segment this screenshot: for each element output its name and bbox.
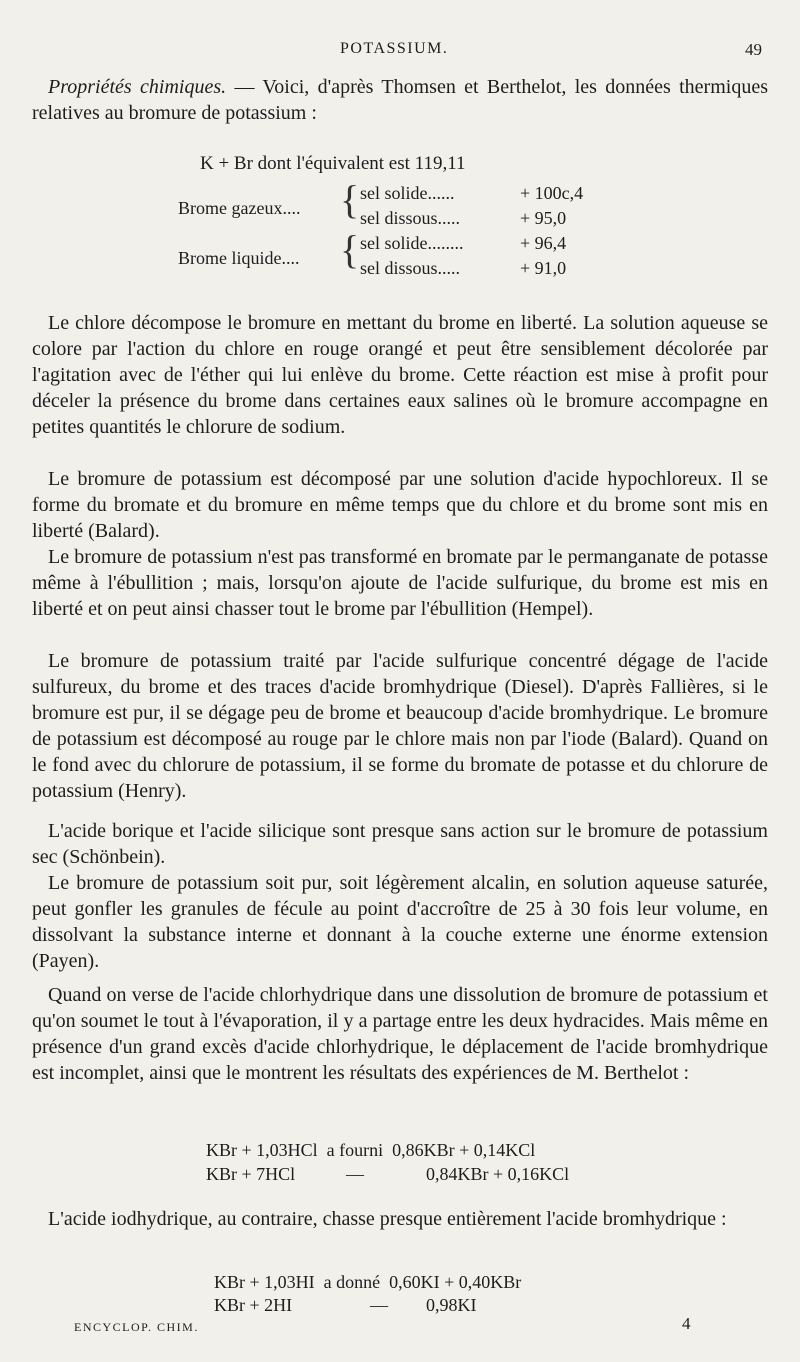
thermo-value: + 100c,4 xyxy=(520,183,584,203)
thermo-condition: sel dissous..... xyxy=(360,258,461,278)
thermo-group-label: Brome liquide.... xyxy=(178,248,300,268)
body-paragraph: L'acide iodhydrique, au contraire, chasse presque entièrement l'acide bromhydrique : xyxy=(48,1208,727,1230)
thermo-value: + 95,0 xyxy=(520,208,567,228)
equation-verb: a donné xyxy=(323,1272,381,1292)
equation-row xyxy=(214,1270,521,1294)
equation-verb: a fourni xyxy=(326,1140,384,1160)
thermo-condition: sel solide...... xyxy=(360,183,455,203)
page-header xyxy=(0,40,800,70)
equation-verb: — xyxy=(346,1164,364,1184)
brace-icon: { xyxy=(340,227,360,272)
thermo-value: + 96,4 xyxy=(520,233,567,253)
equation-left: KBr + 7HCl xyxy=(206,1164,296,1184)
equation-left: KBr + 1,03HI xyxy=(214,1272,315,1292)
thermo-row xyxy=(0,231,800,255)
equation-right: 0,98KI xyxy=(426,1295,477,1315)
body-paragraph: Le chlore décompose le bromure en mettant du brome en liberté. La solution aqueuse se colore par l'action du chlore en rouge orangé et peut être sensiblement décolorée par l'agitation avec de l'éther qui lui enlève du brome. Cette réaction est mise à profit pour déceler la présence du brome dans certaines eaux salines où le bromure accompagne en petites quantités le chlorure de sodium. xyxy=(32,312,768,438)
thermo-title: K + Br dont l'équivalent est 119,11 xyxy=(200,153,466,174)
running-title: POTASSIUM. xyxy=(340,40,449,57)
brace-icon: { xyxy=(340,177,360,222)
intro-text: — Voici, d'après Thomsen et Berthelot, les données thermiques relatives au bromure de potassium : xyxy=(32,76,768,124)
equation-row xyxy=(214,1293,614,1317)
thermo-value: + 91,0 xyxy=(520,258,567,278)
intro-paragraph xyxy=(32,74,768,126)
thermo-group-label: Brome gazeux.... xyxy=(178,198,301,218)
thermo-row xyxy=(0,181,800,205)
equation-right: 0,84KBr + 0,16KCl xyxy=(426,1164,570,1184)
body-paragraph: Le bromure de potassium n'est pas transformé en bromate par le permanganate de potasse même à l'ébullition ; mais, lorsqu'on ajoute de l'acide sulfurique, du brome est mis en liberté et on peut ainsi chasser tout le brome par l'ébullition (Hempel). xyxy=(32,546,768,620)
page-number: 49 xyxy=(745,40,762,59)
thermo-row xyxy=(0,256,800,280)
body-paragraph: Le bromure de potassium est décomposé par une solution d'acide hypochloreux. Il se forme du bromate et du bromure en même temps que du chlore et du brome sont mis en liberté (Balard). xyxy=(32,468,768,542)
body-paragraph: L'acide borique et l'acide silicique sont presque sans action sur le bromure de potassium sec (Schönbein). xyxy=(32,820,768,868)
equation-row xyxy=(206,1138,535,1162)
body-paragraph: Quand on verse de l'acide chlorhydrique dans une dissolution de bromure de potassium et qu'on soumet le tout à l'évaporation, il y a partage entre les deux hydracides. Mais même en présence d'un grand excès d'acide chlorhydrique, le déplacement de l'acide bromhydrique est incomplet, ainsi que le montrent les résultats des expériences de M. Berthelot : xyxy=(32,984,768,1084)
equation-row xyxy=(206,1162,606,1186)
signature-mark: 4 xyxy=(682,1314,691,1333)
equation-right: 0,60KI + 0,40KBr xyxy=(389,1272,522,1292)
footer-source: ENCYCLOP. CHIM. xyxy=(74,1320,199,1334)
body-paragraph: Le bromure de potassium traité par l'acide sulfurique concentré dégage de l'acide sulfureux, du brome et des traces d'acide bromhydrique (Diesel). D'après Fallières, si le bromure est pur, il se dégage peu de brome et beaucoup d'acide bromhydrique. Le bromure de potassium est décomposé au rouge par le chlore mais non par l'iode (Balard). Quand on le fond avec du chlorure de potassium, il se forme du bromate de potasse et du chlorure de potassium (Henry). xyxy=(32,650,768,802)
equation-left: KBr + 2HI xyxy=(214,1295,293,1315)
page-footer xyxy=(0,1314,800,1344)
thermo-condition: sel solide........ xyxy=(360,233,464,253)
equation-right: 0,86KBr + 0,14KCl xyxy=(392,1140,536,1160)
body-paragraph: Le bromure de potassium soit pur, soit légèrement alcalin, en solution aqueuse saturée, peut gonfler les granules de fécule au point d'accroître de 25 à 30 fois leur volume, en dissolvant la substance interne et donnant à la couche externe une énorme extension (Payen). xyxy=(32,872,768,972)
section-lead: Propriétés chimiques. xyxy=(48,76,227,98)
thermo-condition: sel dissous..... xyxy=(360,208,461,228)
thermo-row xyxy=(0,206,800,230)
equation-left: KBr + 1,03HCl xyxy=(206,1140,318,1160)
equation-verb: — xyxy=(370,1295,388,1315)
